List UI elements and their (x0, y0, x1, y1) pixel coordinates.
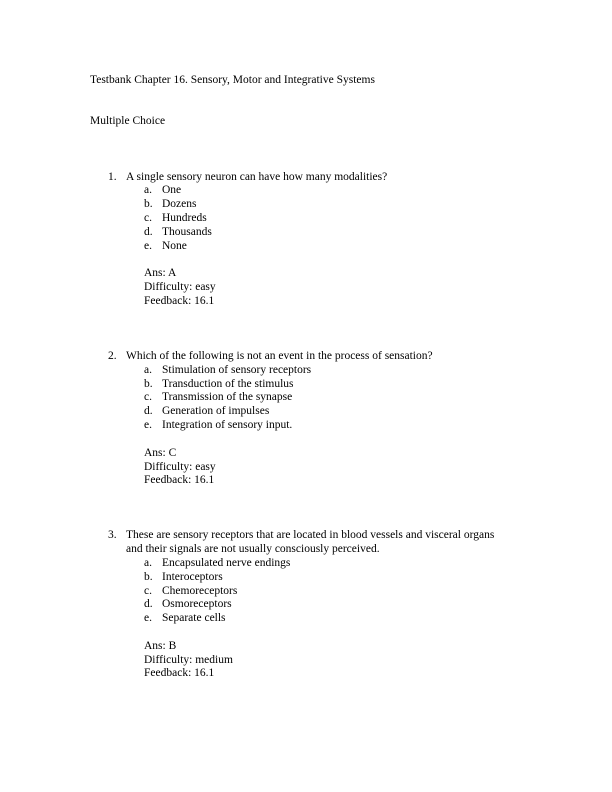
option-letter: d. (144, 226, 153, 238)
option-text: Transmission of the synapse (162, 391, 293, 403)
section-heading: Multiple Choice (90, 115, 166, 127)
option-letter: e. (144, 612, 152, 624)
option-letter: b. (144, 571, 153, 583)
option-letter: c. (144, 391, 152, 403)
option-letter: e. (144, 419, 152, 431)
option-text: Generation of impulses (162, 405, 270, 417)
option-letter: c. (144, 212, 152, 224)
feedback-text: Feedback: 16.1 (144, 295, 215, 307)
question-text: These are sensory receptors that are located in blood vessels and visceral organs (126, 529, 495, 541)
feedback-text: Feedback: 16.1 (144, 667, 215, 679)
option-text: Encapsulated nerve endings (162, 557, 291, 569)
feedback-text: Feedback: 16.1 (144, 474, 215, 486)
question-text-line-2: and their signals are not usually consciously perceived. (126, 543, 380, 555)
option-text: Integration of sensory input. (162, 419, 293, 431)
question-number: 2. (108, 350, 117, 362)
option-text: Transduction of the stimulus (162, 378, 294, 390)
question-number: 3. (108, 529, 117, 541)
document-title: Testbank Chapter 16. Sensory, Motor and Integrative Systems (90, 74, 375, 86)
question-number: 1. (108, 171, 117, 183)
option-text: Interoceptors (162, 571, 223, 583)
answer-text: Ans: B (144, 640, 177, 652)
option-letter: c. (144, 585, 152, 597)
question-text: Which of the following is not an event in the process of sensation? (126, 350, 433, 362)
option-letter: a. (144, 557, 152, 569)
option-text: Separate cells (162, 612, 226, 624)
answer-text: Ans: A (144, 267, 177, 279)
option-text: Stimulation of sensory receptors (162, 364, 312, 376)
answer-text: Ans: C (144, 447, 177, 459)
option-text: One (162, 184, 182, 196)
question-text: A single sensory neuron can have how many modalities? (126, 171, 388, 183)
option-letter: b. (144, 378, 153, 390)
difficulty-text: Difficulty: easy (144, 281, 216, 293)
option-letter: b. (144, 198, 153, 210)
option-text: Hundreds (162, 212, 207, 224)
option-text: Chemoreceptors (162, 585, 238, 597)
option-text: Dozens (162, 198, 197, 210)
option-letter: a. (144, 364, 152, 376)
option-text: Osmoreceptors (162, 598, 232, 610)
difficulty-text: Difficulty: medium (144, 654, 233, 666)
option-letter: d. (144, 598, 153, 610)
option-text: None (162, 240, 187, 252)
option-letter: a. (144, 184, 152, 196)
difficulty-text: Difficulty: easy (144, 461, 216, 473)
option-letter: e. (144, 240, 152, 252)
option-text: Thousands (162, 226, 212, 238)
option-letter: d. (144, 405, 153, 417)
